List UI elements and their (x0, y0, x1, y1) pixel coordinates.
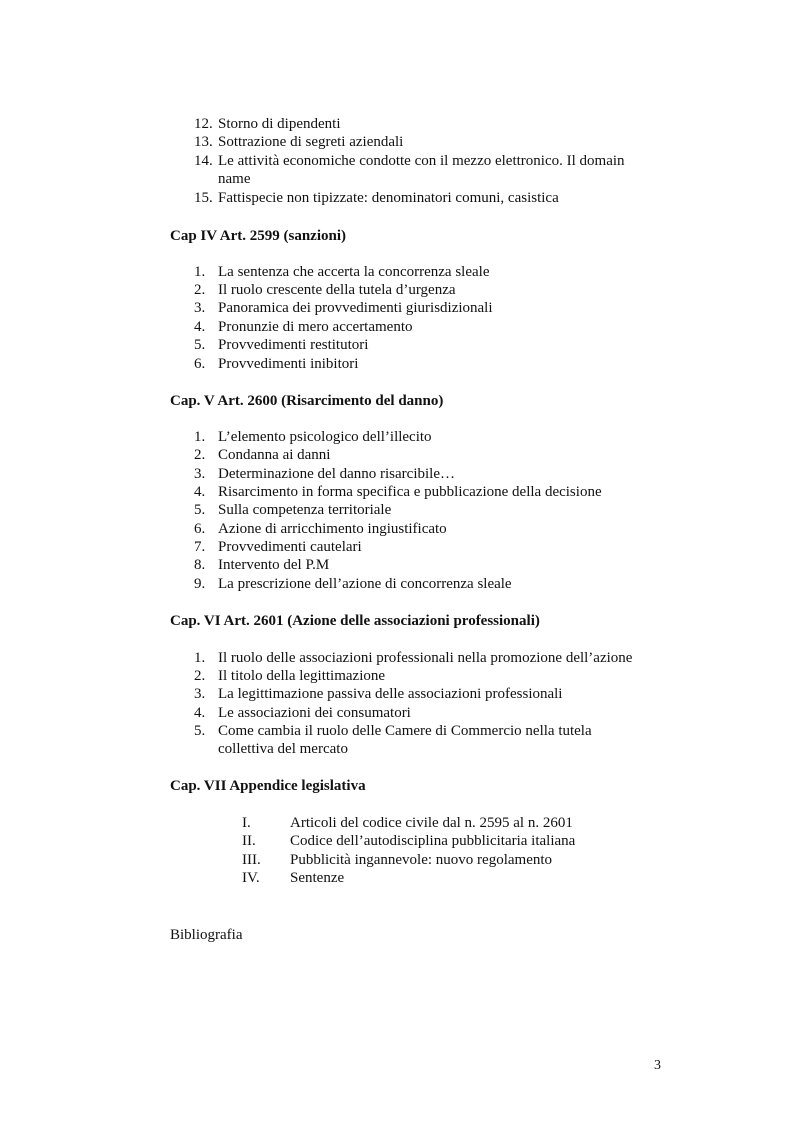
item-number: 2. (194, 668, 206, 684)
item-text: La sentenza che accerta la concorrenza sleale (218, 264, 490, 280)
item-number: 6. (194, 356, 206, 372)
item-number: 4. (194, 484, 206, 500)
item-text: Il titolo della legittimazione (218, 668, 386, 684)
chapter-heading: Cap. VII Appendice legislativa (170, 778, 366, 794)
item-text: Il ruolo delle associazioni professionali nella promozione dell’azione (218, 650, 633, 666)
item-number: 5. (194, 723, 206, 739)
item-number: 5. (194, 502, 206, 518)
item-number: 3. (194, 466, 206, 482)
item-text: Sentenze (290, 870, 345, 886)
item-text: Provvedimenti restitutori (218, 337, 369, 353)
list-item (194, 115, 213, 133)
page-number: 3 (654, 1058, 661, 1073)
item-number: 5. (194, 337, 206, 353)
item-text: L’elemento psicologico dell’illecito (218, 429, 432, 445)
item-text: Storno di dipendenti (218, 116, 341, 132)
bibliography-heading: Bibliografia (170, 927, 243, 943)
item-number: 4. (194, 319, 206, 335)
item-number: 8. (194, 557, 206, 573)
item-text: Fattispecie non tipizzate: denominatori comuni, casistica (218, 190, 559, 206)
item-number: II. (242, 833, 256, 849)
item-number: 13. (194, 134, 213, 150)
item-number: 3. (194, 686, 206, 702)
item-text: Intervento del P.M (218, 557, 330, 573)
item-text: La legittimazione passiva delle associazioni professionali (218, 686, 563, 702)
item-number: 6. (194, 521, 206, 537)
item-number: 1. (194, 264, 206, 280)
item-number: 4. (194, 705, 206, 721)
item-text: Sottrazione di segreti aziendali (218, 134, 404, 150)
item-number: 1. (194, 429, 206, 445)
item-text: Determinazione del danno risarcibile… (218, 466, 455, 482)
item-text: Panoramica dei provvedimenti giurisdizionali (218, 300, 493, 316)
item-number: IV. (242, 870, 260, 886)
item-number: 7. (194, 539, 206, 555)
item-text: Pronunzie di mero accertamento (218, 319, 413, 335)
item-text: Articoli del codice civile dal n. 2595 al n. 2601 (290, 815, 573, 831)
item-number: 15. (194, 190, 213, 206)
item-text-continuation: name (218, 171, 251, 187)
item-number: 9. (194, 576, 206, 592)
item-text: La prescrizione dell’azione di concorrenza sleale (218, 576, 512, 592)
chapter-heading: Cap. V Art. 2600 (Risarcimento del danno) (170, 393, 444, 409)
item-text: Risarcimento in forma specifica e pubblicazione della decisione (218, 484, 602, 500)
item-number: III. (242, 852, 261, 868)
item-text: Sulla competenza territoriale (218, 502, 392, 518)
item-number: 2. (194, 447, 206, 463)
item-text: Il ruolo crescente della tutela d’urgenza (218, 282, 456, 298)
item-text: Le attività economiche condotte con il mezzo elettronico. Il domain (218, 153, 625, 169)
item-text-continuation: collettiva del mercato (218, 741, 348, 757)
item-text: Pubblicità ingannevole: nuovo regolamento (290, 852, 553, 868)
chapter-heading: Cap. VI Art. 2601 (Azione delle associazioni professionali) (170, 613, 540, 629)
item-text: Provvedimenti cautelari (218, 539, 362, 555)
item-text: Le associazioni dei consumatori (218, 705, 411, 721)
item-number: 14. (194, 153, 213, 169)
item-number: 12. (194, 116, 213, 132)
item-text: Azione di arricchimento ingiustificato (218, 521, 447, 537)
item-text: Come cambia il ruolo delle Camere di Commercio nella tutela (218, 723, 592, 739)
chapter-heading: Cap IV Art. 2599 (sanzioni) (170, 228, 346, 244)
item-number: 1. (194, 650, 206, 666)
item-number: 2. (194, 282, 206, 298)
item-number: I. (242, 815, 251, 831)
item-number: 3. (194, 300, 206, 316)
item-text: Provvedimenti inibitori (218, 356, 359, 372)
item-text: Codice dell’autodisciplina pubblicitaria italiana (290, 833, 576, 849)
item-text: Condanna ai danni (218, 447, 331, 463)
